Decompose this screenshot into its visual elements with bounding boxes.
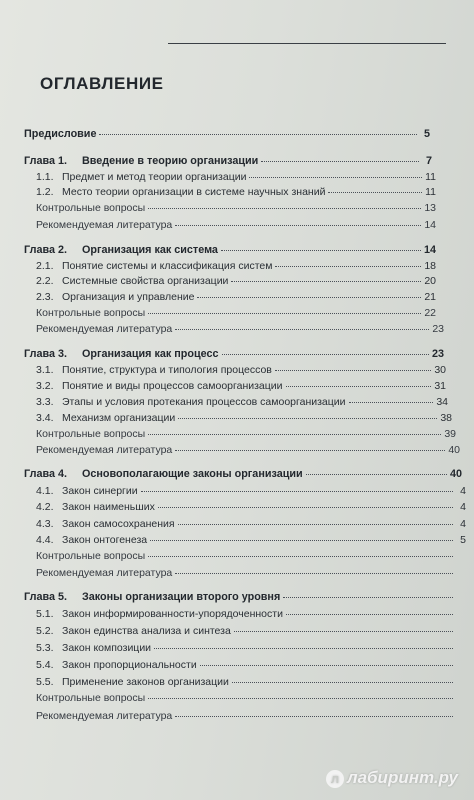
toc-row	[36, 202, 436, 215]
toc-label: Закон пропорциональности	[62, 659, 197, 671]
toc-page-number: 4	[460, 501, 466, 513]
toc-label: Организация как система	[82, 244, 218, 256]
dot-leader	[175, 329, 429, 330]
toc-row	[36, 550, 466, 563]
toc-chapter-row	[24, 155, 432, 168]
watermark	[326, 768, 458, 788]
dot-leader	[148, 434, 441, 435]
toc-row	[36, 444, 460, 457]
toc-label: Механизм организации	[62, 412, 176, 424]
toc-label: Закон информированности-упорядоченности	[62, 608, 283, 620]
dot-leader	[158, 507, 453, 508]
toc-section-row	[36, 659, 466, 672]
toc-page-number: 22	[424, 307, 436, 319]
toc-page-number: 40	[448, 444, 460, 456]
toc-label: Закон композиции	[62, 642, 152, 654]
toc-label: Закон наименьших	[62, 501, 155, 513]
toc-section-row	[36, 608, 466, 621]
dot-leader	[231, 281, 421, 282]
toc-chapter-row	[24, 468, 462, 481]
dot-leader	[154, 648, 453, 649]
toc-label: Организация и управление	[62, 291, 195, 303]
toc-row	[36, 428, 456, 441]
toc-number: 3.3.	[36, 396, 54, 408]
toc-label: Применение законов организации	[62, 676, 229, 688]
toc-row	[36, 710, 466, 723]
toc-page-number: 5	[460, 534, 466, 546]
toc-label: Предисловие	[24, 128, 97, 140]
dot-leader	[175, 225, 421, 226]
toc-number: Глава 1.	[24, 155, 67, 167]
toc-chapter-row	[24, 591, 466, 604]
toc-section-row	[36, 485, 466, 498]
dot-leader	[286, 614, 453, 615]
dot-leader	[283, 597, 453, 598]
watermark-text: лабиринт.ру	[347, 768, 458, 787]
toc-number: Глава 5.	[24, 591, 67, 603]
toc-label: Введение в теорию организации	[82, 155, 259, 167]
toc-number: 4.2.	[36, 501, 54, 513]
toc-label: Этапы и условия протекания процессов самоорганизации	[62, 396, 346, 408]
toc-number: 5.1.	[36, 608, 54, 620]
toc-label: Рекомендуемая литература	[36, 323, 173, 335]
toc-section-row	[36, 518, 466, 531]
dot-leader	[141, 491, 453, 492]
toc-number: 3.1.	[36, 364, 54, 376]
toc-page-number: 38	[440, 412, 452, 424]
dot-leader	[349, 402, 434, 403]
toc-row	[36, 567, 466, 580]
toc-label: Понятие системы и классификация систем	[62, 260, 273, 272]
toc-label: Рекомендуемая литература	[36, 567, 173, 579]
toc-label: Рекомендуемая литература	[36, 219, 173, 231]
toc-page-number: 11	[425, 186, 436, 198]
toc-number: Глава 2.	[24, 244, 67, 256]
toc-section-row	[36, 412, 452, 425]
toc-chapter-row	[24, 244, 436, 257]
page-title: ОГЛАВЛЕНИЕ	[40, 74, 164, 93]
toc-label: Системные свойства организации	[62, 275, 229, 287]
toc-page-number: 14	[423, 244, 436, 256]
toc-label: Основополагающие законы организации	[82, 468, 303, 480]
dot-leader	[150, 540, 453, 541]
toc-number: 2.3.	[36, 291, 54, 303]
toc-section-row	[36, 291, 436, 304]
dot-leader	[261, 161, 419, 162]
toc-chapter-row	[24, 348, 444, 361]
toc-label: Рекомендуемая литература	[36, 710, 173, 722]
toc-section-row	[36, 625, 466, 638]
dot-leader	[275, 370, 431, 371]
dot-leader	[99, 134, 417, 135]
dot-leader	[175, 716, 453, 717]
dot-leader	[148, 556, 453, 557]
toc-label: Контрольные вопросы	[36, 550, 146, 562]
toc-page-number: 23	[432, 323, 444, 335]
toc-section-row	[36, 364, 446, 377]
toc-number: 5.4.	[36, 659, 54, 671]
dot-leader	[249, 177, 422, 178]
toc-label: Понятие, структура и типология процессов	[62, 364, 272, 376]
toc-number: 2.2.	[36, 275, 54, 287]
dot-leader	[148, 698, 453, 699]
toc-section-row	[36, 676, 466, 689]
dot-leader	[328, 192, 422, 193]
toc-label: Организация как процесс	[82, 348, 219, 360]
toc-number: 4.4.	[36, 534, 54, 546]
toc-number: 1.1.	[36, 171, 54, 183]
toc-section-row	[36, 171, 436, 184]
toc-label: Закон синергии	[62, 485, 138, 497]
dot-leader	[175, 573, 453, 574]
dot-leader	[178, 524, 453, 525]
dot-leader	[232, 682, 453, 683]
toc-section-row	[36, 260, 436, 273]
toc-number: 3.4.	[36, 412, 54, 424]
toc-number: 1.2.	[36, 186, 54, 198]
toc-page-number: 7	[425, 155, 432, 167]
toc-row	[36, 219, 436, 232]
toc-label: Рекомендуемая литература	[36, 444, 173, 456]
toc-page-number: 31	[434, 380, 446, 392]
toc-row	[36, 692, 466, 705]
dot-leader	[275, 266, 421, 267]
toc-label: Контрольные вопросы	[36, 202, 146, 214]
toc-number: 4.3.	[36, 518, 54, 530]
dot-leader	[286, 386, 432, 387]
toc-section-row	[36, 275, 436, 288]
toc-row	[36, 307, 436, 320]
toc-page-number: 20	[424, 275, 436, 287]
toc-section-row	[36, 534, 466, 547]
toc-page-number: 23	[431, 348, 444, 360]
dot-leader	[200, 665, 453, 666]
toc-number: 4.1.	[36, 485, 54, 497]
toc-label: Предмет и метод теории организации	[62, 171, 247, 183]
toc-section-row	[36, 380, 446, 393]
toc-section-row	[36, 642, 466, 655]
toc-page-number: 13	[424, 202, 436, 214]
dot-leader	[234, 631, 453, 632]
toc-page-number: 21	[424, 291, 436, 303]
dot-leader	[222, 354, 429, 355]
toc-number: 5.2.	[36, 625, 54, 637]
toc-page-number: 14	[424, 219, 436, 231]
toc-number: 5.5.	[36, 676, 54, 688]
toc-section-row	[36, 396, 448, 409]
toc-page-number: 4	[460, 485, 466, 497]
toc-number: 5.3.	[36, 642, 54, 654]
dot-leader	[148, 208, 421, 209]
toc-page-number: 39	[444, 428, 456, 440]
toc-label: Закон единства анализа и синтеза	[62, 625, 231, 637]
toc-number: Глава 3.	[24, 348, 67, 360]
dot-leader	[197, 297, 421, 298]
labyrinth-logo-icon: л	[326, 770, 344, 788]
toc-page-number: 40	[449, 468, 462, 480]
toc-label: Контрольные вопросы	[36, 307, 146, 319]
toc-label: Закон онтогенеза	[62, 534, 148, 546]
toc-page-number: 5	[423, 128, 430, 140]
toc-label: Место теории организации в системе научных знаний	[62, 186, 326, 198]
dot-leader	[221, 250, 421, 251]
dot-leader	[175, 450, 445, 451]
toc-number: 2.1.	[36, 260, 54, 272]
toc-page-number: 30	[434, 364, 446, 376]
toc-page-number: 34	[436, 396, 448, 408]
toc-label: Контрольные вопросы	[36, 692, 146, 704]
toc-row	[36, 323, 444, 336]
toc-section-row	[36, 501, 466, 514]
toc-label: Контрольные вопросы	[36, 428, 146, 440]
toc-label: Понятие и виды процессов самоорганизации	[62, 380, 283, 392]
toc-chapter-row	[24, 128, 430, 141]
toc-number: 3.2.	[36, 380, 54, 392]
toc-page-number: 4	[460, 518, 466, 530]
toc-number: Глава 4.	[24, 468, 67, 480]
toc-page-number: 11	[425, 171, 436, 183]
toc-label: Законы организации второго уровня	[82, 591, 281, 603]
toc-label: Закон самосохранения	[62, 518, 175, 530]
toc-page-number: 18	[424, 260, 436, 272]
dot-leader	[148, 313, 421, 314]
dot-leader	[178, 418, 437, 419]
toc-section-row	[36, 186, 436, 199]
dot-leader	[306, 474, 447, 475]
